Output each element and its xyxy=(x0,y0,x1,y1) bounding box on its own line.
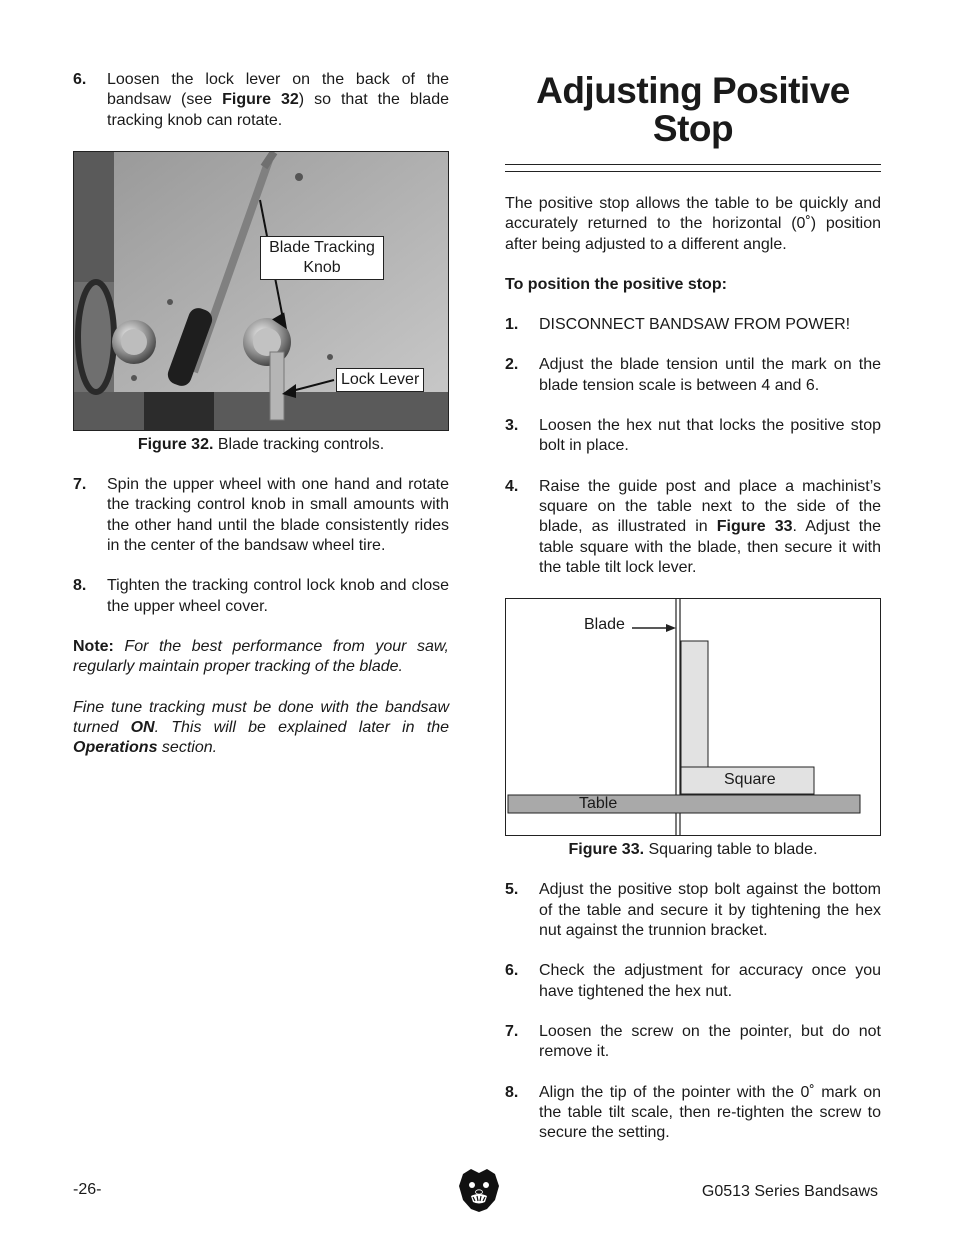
section-title: Adjusting Positive Stop xyxy=(536,70,850,149)
title-rule-top xyxy=(505,164,881,165)
figure-33-caption: Figure 33. Squaring table to blade. xyxy=(568,841,818,859)
figure-32-caption: Figure 32. Blade tracking controls. xyxy=(137,435,385,453)
label-square: Square xyxy=(724,771,776,789)
page-number: -26- xyxy=(73,1181,102,1198)
callout-blade-tracking-knob: Blade Tracking Knob xyxy=(260,236,384,280)
step-7: 7. Spin the upper wheel with one hand and rotate the tracking control knob in small amounts with the other hand until the blade consistently rides in the center of the bandsaw wheel tire. xyxy=(73,475,449,556)
label-blade: Blade xyxy=(584,616,625,634)
step-4: 4. Raise the guide post and place a machinist’s square on the table next to the side of the blade, as illustrated in Figure 33. Adjust the table square with the blade, then secure it with the table tilt lock lever. xyxy=(505,477,881,578)
step-8b: 8. Align the tip of the pointer with the 0˚ mark on the table tilt scale, then re-tighten the screw to secure the setting. xyxy=(505,1083,881,1144)
step-number: 6. xyxy=(73,71,87,88)
callout-lock-lever: Lock Lever xyxy=(336,368,424,392)
grizzly-bear-logo-icon xyxy=(457,1166,501,1212)
procedure-heading: To position the positive stop: xyxy=(505,275,727,293)
fine-tune-paragraph: Fine tune tracking must be done with the bandsaw turned ON. This will be explained later in the Operations section. xyxy=(73,698,450,757)
step-2: 2. Adjust the blade tension until the mark on the blade tension scale is between 4 and 6. xyxy=(505,355,881,396)
step-8: 8. Tighten the tracking control lock knob and close the upper wheel cover. xyxy=(73,576,449,617)
table-bar xyxy=(508,795,860,813)
step-6b: 6. Check the adjustment for accuracy once you have tightened the hex nut. xyxy=(505,961,881,1002)
step-number: 8. xyxy=(505,1083,519,1101)
step-number: 6. xyxy=(505,962,519,980)
right-column xyxy=(505,70,881,1163)
figure-32-photo xyxy=(73,151,449,431)
step-number: 5. xyxy=(505,881,519,899)
step-7b: 7. Loosen the screw on the pointer, but do not remove it. xyxy=(505,1022,881,1063)
intro-paragraph: The positive stop allows the table to be quickly and accurately returned to the horizontal (0˚) position after being adjusted to a different angle. xyxy=(505,195,881,253)
label-table: Table xyxy=(579,795,618,813)
step-3: 3. Loosen the hex nut that locks the positive stop bolt in place. xyxy=(505,416,881,457)
figure-33-diagram xyxy=(505,598,881,836)
figure-ref: Figure 33 xyxy=(716,518,793,536)
model-name: G0513 Series Bandsaws xyxy=(701,1183,878,1200)
step-number: 2. xyxy=(505,356,519,374)
square-blade-arm xyxy=(681,641,708,767)
note-paragraph: Note: For the best performance from your saw, regularly maintain proper tracking of the blade. xyxy=(73,637,449,676)
step-number: 7. xyxy=(73,476,87,494)
step-number: 7. xyxy=(505,1022,519,1040)
step-5: 5. Adjust the positive stop bolt against the bottom of the table and secure it by tightening the hex nut against the trunnion bracket. xyxy=(505,880,881,941)
step-number: 1. xyxy=(505,316,519,334)
blade-arrow-head xyxy=(666,624,676,632)
step-number: 3. xyxy=(505,417,519,435)
step-1: 1. DISCONNECT BANDSAW FROM POWER! xyxy=(505,315,881,335)
step-number: 8. xyxy=(73,577,87,595)
title-rule-bottom xyxy=(505,171,881,172)
step-number: 4. xyxy=(505,477,519,495)
figure-ref: Figure 32 xyxy=(222,91,299,109)
step-6: 6. Loosen the lock lever on the back of the bandsaw (see Figure 32) so that the blade tracking knob can rotate. xyxy=(73,70,449,131)
left-column xyxy=(73,70,449,778)
